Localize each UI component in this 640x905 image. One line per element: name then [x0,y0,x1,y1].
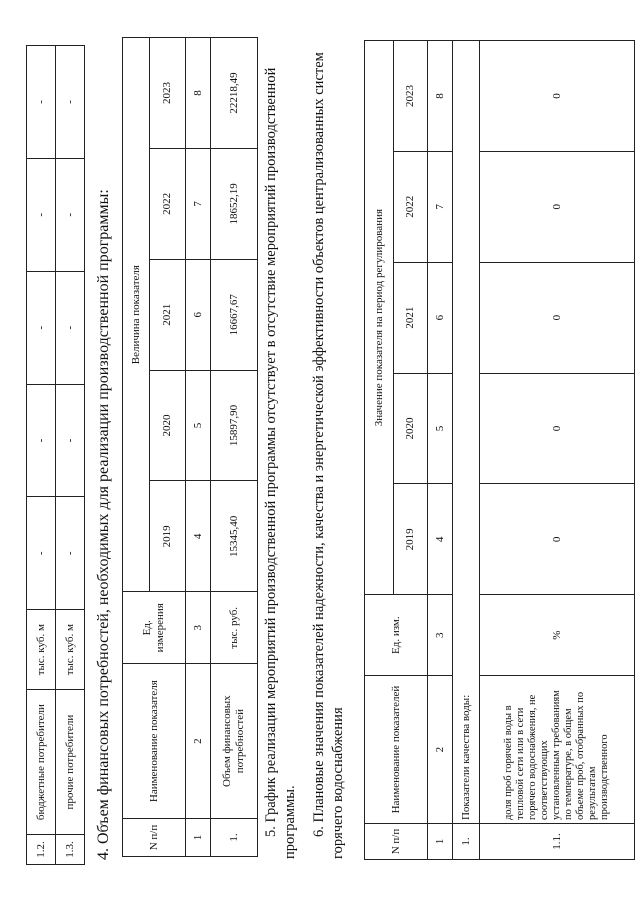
header-year: 2020 [150,370,186,481]
value-2022: - [27,158,56,271]
value-2022: - [56,158,85,271]
col-number: 3 [186,592,211,664]
value-2020: - [56,384,85,497]
section-6-text: 6. Плановые значения показателей надежности, качества и энергетической эффективности объектов централизованных систем горячего водоснабжения [311,52,346,859]
value-2019: - [56,497,85,610]
col-number: 8 [186,38,211,149]
row-number: 1.2. [27,835,56,865]
header-year: 2023 [394,41,428,152]
row-unit: тыс. куб. м [27,610,56,690]
table-row [480,41,635,860]
row-unit: тыс. руб. [211,592,258,664]
row-name: Объем финансовых потребностей [211,664,258,819]
col-number: 6 [428,262,453,373]
col-number: 4 [186,481,211,592]
col-number: 8 [428,41,453,152]
value-2021: - [56,271,85,384]
value-2020: - [27,384,56,497]
value-2019: 0 [480,484,635,595]
row-name: прочие потребители [56,690,85,835]
value-2021: 0 [480,262,635,373]
header-num: N п/п [365,824,428,860]
value-2019: - [27,497,56,610]
value-2023: - [27,46,56,159]
col-number: 7 [186,148,211,259]
col-number: 1 [428,824,453,860]
header-num: N п/п [123,819,186,857]
header-year: 2019 [394,484,428,595]
col-number: 7 [428,151,453,262]
header-year: 2019 [150,481,186,592]
financial-needs-table [122,37,258,857]
col-number: 2 [428,676,453,824]
value-2022: 0 [480,151,635,262]
value-2023: - [56,46,85,159]
col-number: 2 [186,664,211,819]
section-4-heading: 4. Объем финансовых потребностей, необходимых для реализации производственной программы: [95,189,112,860]
column-number-row [428,41,453,860]
value-2021: 16667,67 [211,259,258,370]
value-2022: 18652,19 [211,148,258,259]
water-volume-table [26,45,85,865]
col-number: 5 [186,370,211,481]
col-number: 4 [428,484,453,595]
table-row [211,38,258,857]
section-row [453,41,480,860]
value-2021: - [27,271,56,384]
row-number: 1. [453,824,480,860]
table-row [56,46,85,865]
row-unit: тыс. куб. м [56,610,85,690]
row-name: доля проб горячей воды в тепловой сети или в сети горячего водоснабжения, не соответствующих установленным требованиям по температуре, в общем объеме проб, отобранных по результатам производственного [480,676,635,824]
header-year: 2022 [150,148,186,259]
col-number: 3 [428,595,453,676]
header-year: 2023 [150,38,186,149]
row-name: бюджетные потребители [27,690,56,835]
header-name: Наименование показателей [365,676,428,824]
header-year: 2021 [394,262,428,373]
header-year: 2022 [394,151,428,262]
col-number: 1 [186,819,211,857]
row-number: 1.3. [56,835,85,865]
col-number: 5 [428,373,453,484]
section-row-label: Показатели качества воды: [453,41,480,824]
header-group: Значение показателя на период регулирования [365,41,394,595]
column-number-row [186,38,211,857]
row-number: 1.1. [480,824,635,860]
section-5-text: 5. График реализации мероприятий производственной программы отсутствует в отсутствие мероприятий производственной программы. [263,67,298,859]
header-unit: Ед. изм. [365,595,428,676]
header-year: 2021 [150,259,186,370]
row-number: 1. [211,819,258,857]
table-row [27,46,56,865]
header-year: 2020 [394,373,428,484]
table-header-row [365,41,394,860]
table-header-row [123,38,150,857]
row-unit: % [480,595,635,676]
value-2019: 15345,40 [211,481,258,592]
value-2023: 22218,49 [211,38,258,149]
value-2020: 15897,90 [211,370,258,481]
header-name: Наименование показателя [123,664,186,819]
header-unit: Ед. измерения [123,592,186,664]
col-number: 6 [186,259,211,370]
value-2023: 0 [480,41,635,152]
header-group: Величина показателя [123,38,150,592]
quality-indicators-table [364,40,635,860]
value-2020: 0 [480,373,635,484]
